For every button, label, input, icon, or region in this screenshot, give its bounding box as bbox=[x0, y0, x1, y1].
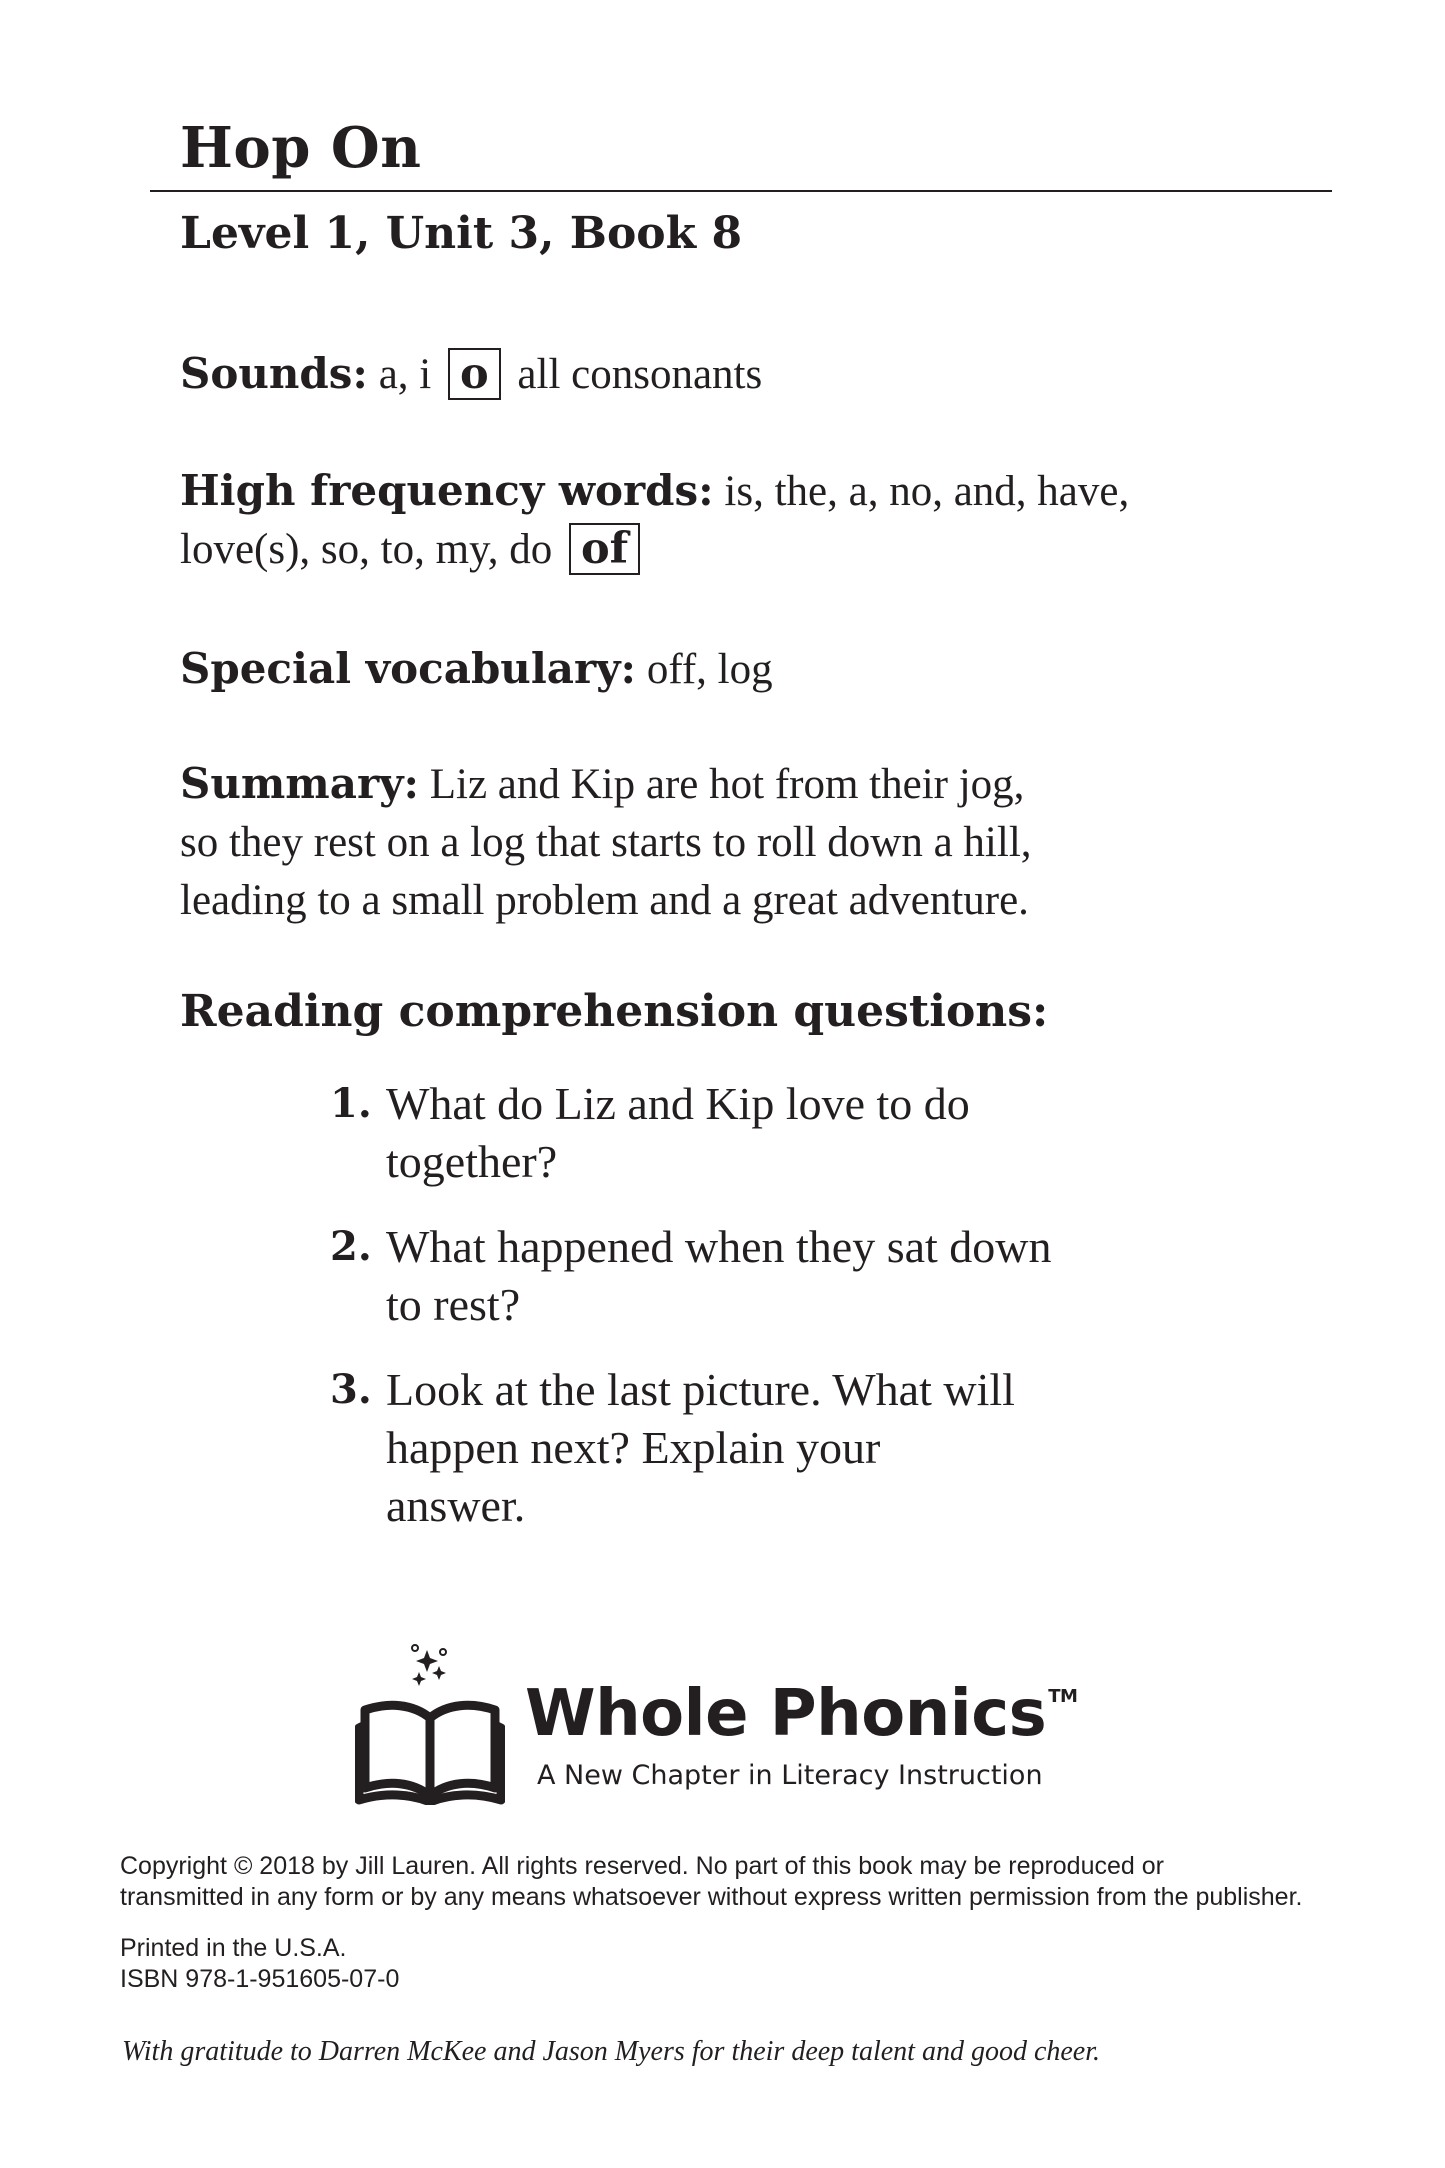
comprehension-heading: Reading comprehension questions: bbox=[180, 986, 1049, 1037]
isbn: ISBN 978-1-951605-07-0 bbox=[120, 1965, 400, 1993]
copyright-notice bbox=[120, 1851, 1302, 1913]
question-text: What happened when they sat down to rest? bbox=[386, 1221, 1052, 1330]
title-divider bbox=[150, 190, 1332, 192]
copyright-line2: transmitted in any form or by any means whatsoever without express written permission from the publisher. bbox=[120, 1883, 1303, 1911]
whole-phonics-logo bbox=[355, 1630, 1115, 1805]
question-text: What do Liz and Kip love to do together? bbox=[386, 1078, 970, 1187]
sounds-label: Sounds: bbox=[180, 349, 368, 398]
book-title: Hop On bbox=[180, 115, 422, 181]
high-frequency-line1: is, the, a, no, and, have, bbox=[724, 468, 1130, 515]
trademark-mark: TM bbox=[1048, 1686, 1078, 1707]
special-vocabulary-text: off, log bbox=[646, 646, 773, 693]
summary-line3: leading to a small problem and a great adventure. bbox=[180, 877, 1029, 924]
high-frequency-section bbox=[180, 462, 1129, 579]
high-frequency-new-word-box: of bbox=[569, 523, 640, 575]
sounds-new-sound-box: o bbox=[448, 348, 501, 400]
question-number: 1. bbox=[330, 1080, 372, 1127]
summary-section bbox=[180, 755, 1032, 930]
question-number: 3. bbox=[330, 1366, 372, 1413]
gratitude-note: With gratitude to Darren McKee and Jason Myers for their deep talent and good cheer. bbox=[122, 2036, 1101, 2067]
sounds-after-text: all consonants bbox=[517, 351, 763, 398]
summary-label: Summary: bbox=[180, 759, 419, 808]
special-vocabulary-section bbox=[180, 640, 773, 699]
question-number: 2. bbox=[330, 1223, 372, 1270]
high-frequency-label: High frequency words: bbox=[180, 466, 714, 515]
copyright-line1: Copyright © 2018 by Jill Lauren. All rights reserved. No part of this book may be reproduced or bbox=[120, 1852, 1164, 1880]
summary-line2: so they rest on a log that starts to roll down a hill, bbox=[180, 819, 1032, 866]
high-frequency-line2: love(s), so, to, my, do bbox=[180, 526, 553, 573]
special-vocabulary-label: Special vocabulary: bbox=[180, 644, 637, 693]
print-info bbox=[120, 1933, 399, 1995]
logo-wordmark bbox=[525, 1677, 1078, 1751]
question-item bbox=[330, 1361, 1090, 1535]
question-list bbox=[330, 1075, 1090, 1562]
sounds-section bbox=[180, 345, 762, 404]
summary-line1: Liz and Kip are hot from their jog, bbox=[429, 761, 1025, 808]
book-level-info: Level 1, Unit 3, Book 8 bbox=[180, 208, 743, 259]
logo-tagline: A New Chapter in Literacy Instruction bbox=[537, 1760, 1043, 1791]
printed-in: Printed in the U.S.A. bbox=[120, 1934, 347, 1962]
question-item bbox=[330, 1218, 1090, 1334]
sounds-text: a, i bbox=[378, 351, 432, 398]
open-book-sparkles-icon bbox=[355, 1630, 505, 1805]
logo-name: Whole Phonics bbox=[525, 1677, 1047, 1751]
question-text: Look at the last picture. What will happen next? Explain your answer. bbox=[386, 1364, 1015, 1531]
question-item bbox=[330, 1075, 1090, 1191]
